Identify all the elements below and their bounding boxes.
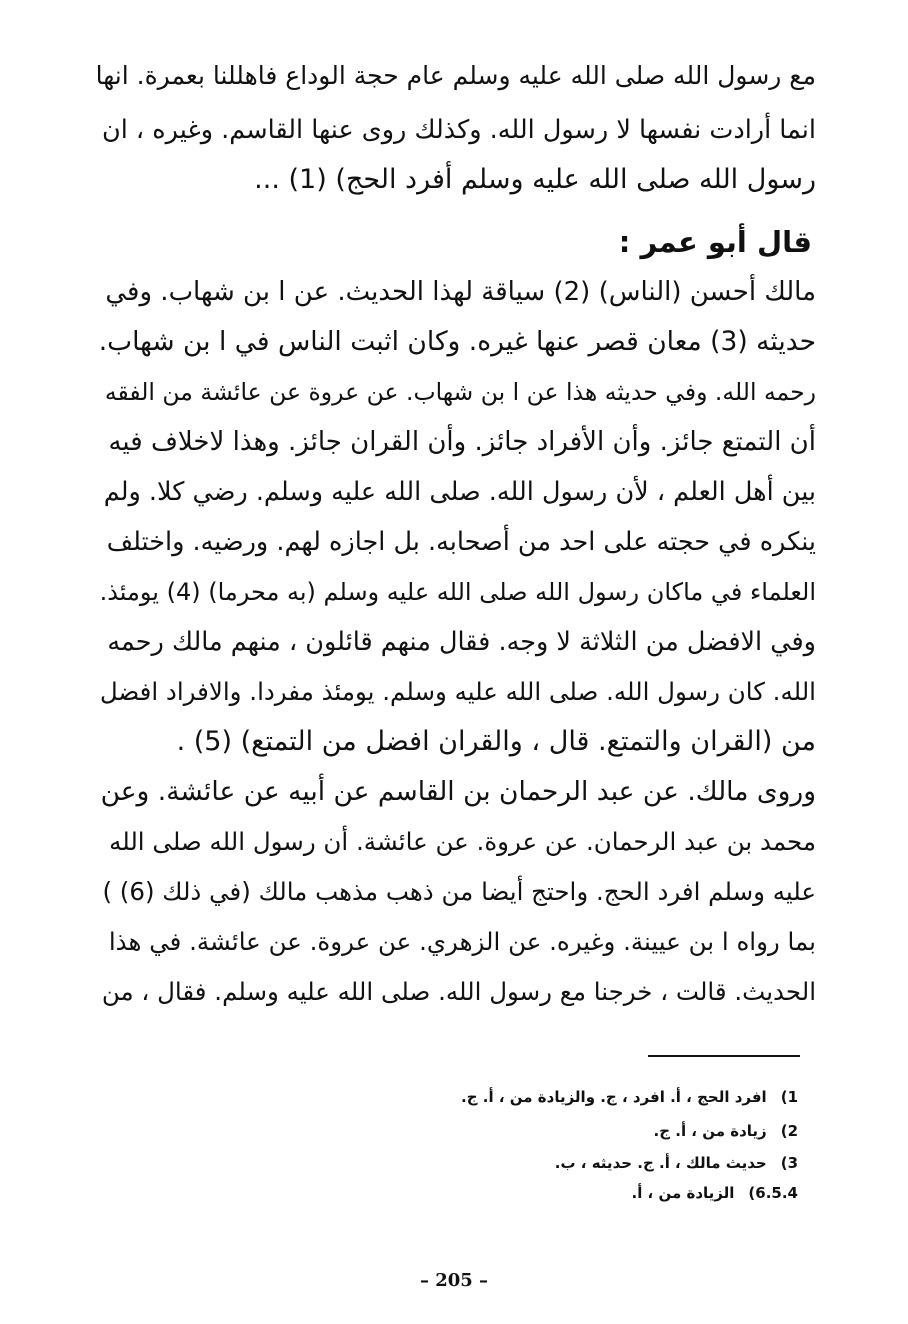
footnote-divider <box>648 1055 800 1057</box>
text-line: رحمه الله. وفي حديثه هذا عن ا بن شهاب. عن عروة عن عائشة من الفقه <box>104 378 816 406</box>
footnote-text: زيادة من ، أ. ج. <box>653 1122 767 1140</box>
footnote <box>632 1182 799 1204</box>
text-line: بما رواه ا بن عيينة. وغيره. عن الزهري. عن عروة. عن عائشة. في هذا <box>108 927 816 956</box>
text-line: بين أهل العلم ، لأن رسول الله. صلى الله عليه وسلم. رضي كلا. ولم <box>103 477 816 507</box>
text-line: رسول الله صلى الله عليه وسلم أفرد الحج) (1) ... <box>254 164 816 195</box>
text-line: أن التمتع جائز. وأن الأفراد جائز. وأن القران جائز. وهذا لاخلاف فيه <box>108 427 816 457</box>
footnote-text: الزيادة من ، أ. <box>631 1184 735 1202</box>
text-line: وروى مالك. عن عبد الرحمان بن القاسم عن أبيه عن عائشة. وعن <box>100 776 816 807</box>
text-line: انما أرادت نفسها لا رسول الله. وكذلك روى عنها القاسم. وغيره ، ان <box>102 115 816 145</box>
footnote <box>654 1120 798 1142</box>
footnote-number: 1) <box>780 1088 798 1106</box>
footnote <box>461 1086 798 1108</box>
text-line: حديثه (3) معان قصر عنها غيره. وكان اثبت الناس في ا بن شهاب. <box>98 326 816 357</box>
footnote-text: افرد الحج ، أ. افرد ، ج. والزيادة من ، أ. ج. <box>461 1088 767 1106</box>
footnote-text: حديث مالك ، أ. ج. حديثه ، ب. <box>554 1154 767 1172</box>
text-line: محمد بن عبد الرحمان. عن عروة. عن عائشة. أن رسول الله صلى الله <box>109 827 816 856</box>
footnote-number: 6.5.4) <box>748 1184 798 1202</box>
text-line: الله. كان رسول الله. صلى الله عليه وسلم. يومئذ مفردا. والافراد افضل <box>99 677 816 706</box>
section-heading: قال أبو عمر : <box>618 225 812 259</box>
text-line: عليه وسلم افرد الحج. واحتج أيضا من ذهب مذهب مالك (في ذلك (6) ) <box>102 877 816 906</box>
footnote-number: 2) <box>780 1122 798 1140</box>
text-line: ينكره في حجته على احد من أصحابه. بل اجازه لهم. ورضيه. واختلف <box>106 527 816 557</box>
page-number: – 205 – <box>419 1270 489 1291</box>
footnote-number: 3) <box>780 1154 798 1172</box>
text-line: الحديث. قالت ، خرجنا مع رسول الله. صلى الله عليه وسلم. فقال ، من <box>101 977 816 1006</box>
text-line: العلماء في ماكان رسول الله صلى الله عليه وسلم (به محرما) (4) يومئذ. <box>99 578 816 606</box>
text-line: وفي الافضل من الثلاثة لا وجه. فقال منهم قائلون ، منهم مالك رحمه <box>107 627 816 657</box>
footnote <box>555 1152 798 1174</box>
text-line: مع رسول الله صلى الله عليه وسلم عام حجة الوداع فاهللنا بعمرة. انها <box>95 61 816 90</box>
text-line: مالك أحسن (الناس) (2) سياقة لهذا الحديث. عن ا بن شهاب. وفي <box>105 277 816 307</box>
text-line: من (القران والتمتع. قال ، والقران افضل من التمتع) (5) . <box>176 726 816 757</box>
